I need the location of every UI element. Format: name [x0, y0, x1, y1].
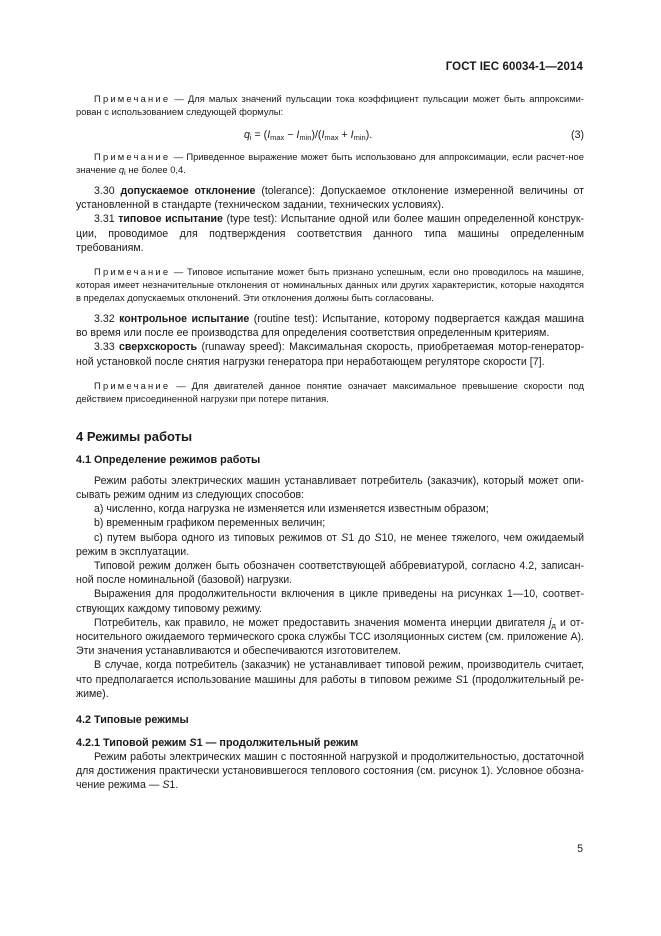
page-number: 5	[577, 843, 583, 855]
formula-number: (3)	[571, 129, 584, 141]
list-item-b: b) временным графиком переменных величин;	[94, 517, 326, 530]
definition-3-33: 3.33 сверхскорость (runaway speed): Максимальная скорость, приобретаемая мотор-генератор-ной установкой после снятия нагрузки генератора при неработающем регуляторе скорости [7].	[76, 341, 584, 368]
term-routine-test: контрольное испытание	[119, 313, 250, 326]
section-4-2-1-paragraph: Режим работы электрических машин с постоянной нагрузкой и продолжительностью, достаточной для достижения практически установившегося теплового состояния (см. рисунок 1). Условное обозна-чение режима — S1.	[76, 751, 584, 792]
section-4-title: 4 Режимы работы	[76, 428, 193, 444]
list-item-a: а) численно, когда нагрузка не изменяется или изменяется известным образом;	[94, 503, 489, 516]
note-type-test: Примечание — Типовое испытание может быть признано успешным, если оно проводилось на машине, которая имеет незначительные отклонения от номинальных данных или других характеристик, которые находятся в пределах допускаемых отклонений. Эти отклонения должны быть согласованы.	[76, 266, 584, 304]
note-text: Для малых значений пульсации тока коэффициент пульсации может быть аппроксими-рован с использованием следующей формулы:	[76, 93, 584, 117]
section-4-1-paragraph-2: Типовой режим должен быть обозначен соответствующей аббревиатурой, согласно 4.2, записан-ной после номинальной (базовой) нагрузки.	[76, 560, 584, 587]
standard-code: ГОСТ IEC 60034-1—2014	[445, 61, 583, 73]
note-runaway: Примечание — Для двигателей данное понятие означает максимальное превышение скорости под действием присоединенной нагрузки при потере питания.	[76, 379, 584, 404]
note-approximation: Примечание — Приведенное выражение может быть использовано для аппроксимации, если расчет-ное значение $q_i$ не более 0,4.	[76, 151, 584, 177]
formula-3	[76, 124, 584, 146]
list-item-c: с) путем выбора одного из типовых режимов от S1 до S10, не менее тяжелого, чем ожидаемый режим в эксплуатации.	[76, 531, 584, 558]
definition-3-32: 3.32 контрольное испытание (routine test): Испытание, которому подвергается каждая машина во время или после ее производства для определения соответствия определенным критериям.	[76, 313, 584, 340]
page-content	[76, 90, 584, 793]
note-pulsation: Примечание — Для малых значений пульсации тока коэффициент пульсации может быть аппроксими-рован с использованием следующей формулы:	[76, 93, 584, 117]
section-4-1-paragraph-5: В случае, когда потребитель (заказчик) не устанавливает типовой режим, производитель считает, что предполагается использование машины для работы в типовом режиме S1 (продолжительный ре-жиме).	[76, 659, 584, 700]
term-runaway-speed: сверхскорость	[119, 341, 198, 354]
section-4-1-paragraph-4: Потребитель, как правило, не может предоставить значения момента инерции двигателя $j_д$ и от-носительного ожидаемого термического срока службы ТСС изоляционных систем (см. приложение А). Эти значения устанавливаются и обеспечиваются изготовителем.	[76, 616, 585, 658]
note-label: Примечание	[94, 93, 171, 104]
section-4-1-title: 4.1 Определение режимов работы	[76, 453, 261, 466]
definition-3-30: 3.30 допускаемое отклонение (tolerance): Допускаемое отклонение измеренной величины от установленной в стандарте (техническом задании, технических условиях).	[76, 185, 584, 212]
term-type-test: типовое испытание	[118, 213, 223, 226]
section-4-1-paragraph-1: Режим работы электрических машин устанавливает потребитель (заказчик), который может опи-сывать режим одним из следующих способов:	[76, 474, 584, 502]
section-4-1-paragraph-3: Выражения для продолжительности включения в цикле приведены на рисунках 1—10, соответ-ствующих каждому типовому режиму.	[76, 588, 584, 615]
section-4-2-title: 4.2 Типовые режимы	[76, 714, 189, 727]
formula-expression: $q_i = (I_{max} - I_{min})/(I_{max} + I_{min})$.	[244, 129, 373, 142]
definition-3-31: 3.31 типовое испытание (type test): Испытание одной или более машин определенной конструк-ции, проводимое для подтверждения соответствия данного типа машины определенным требованиям.	[76, 213, 585, 254]
section-4-2-1-title: 4.2.1 Типовой режим S1 — продолжительный режим	[76, 737, 359, 750]
term-tolerance: допускаемое отклонение	[120, 185, 256, 197]
